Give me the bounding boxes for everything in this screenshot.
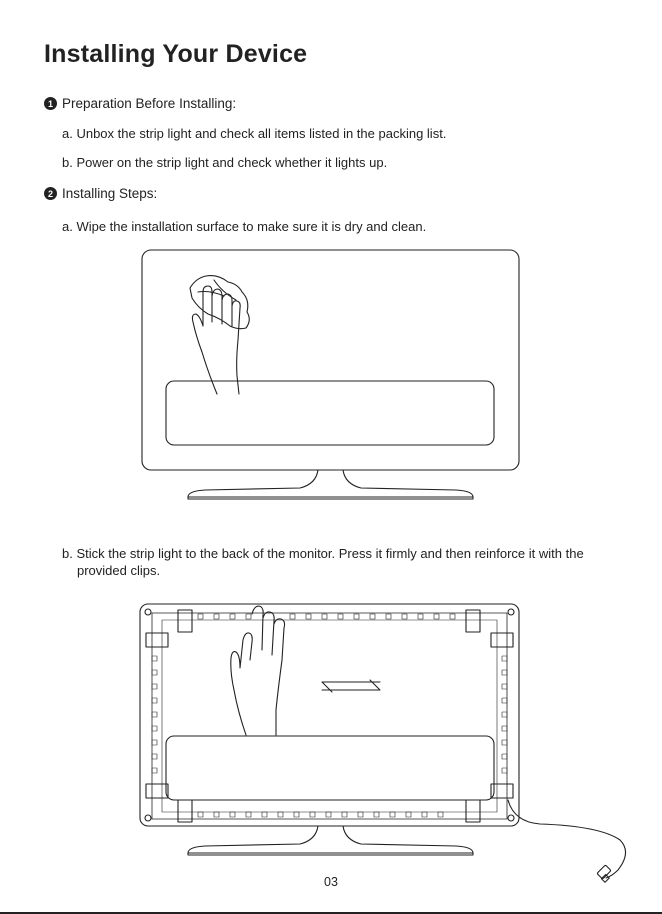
arrows-icon [322,680,380,692]
step-number-1-icon: 1 [44,97,57,110]
hand-icon [231,606,285,735]
hand-icon [192,286,240,394]
monitor-back-illustration [140,604,626,878]
page-title: Installing Your Device [44,40,308,68]
step-number-2-icon: 2 [44,187,57,200]
step-text: b. Power on the strip light and check whether it lights up. [62,155,388,170]
section-heading: Preparation Before Installing: [62,96,237,111]
step-text: a. Unbox the strip light and check all items listed in the packing list. [62,126,447,141]
step-text: a. Wipe the installation surface to make sure it is dry and clean. [62,219,427,234]
cloth-icon [190,276,249,329]
monitor-front-illustration [142,250,519,499]
step-text: b. Stick the strip light to the back of the monitor. Press it firmly and then reinforce it with the provided clips. [62,546,584,578]
section-heading: Installing Steps: [62,186,158,201]
page-number: 03 [324,875,338,889]
strip-led-segments [152,614,507,817]
